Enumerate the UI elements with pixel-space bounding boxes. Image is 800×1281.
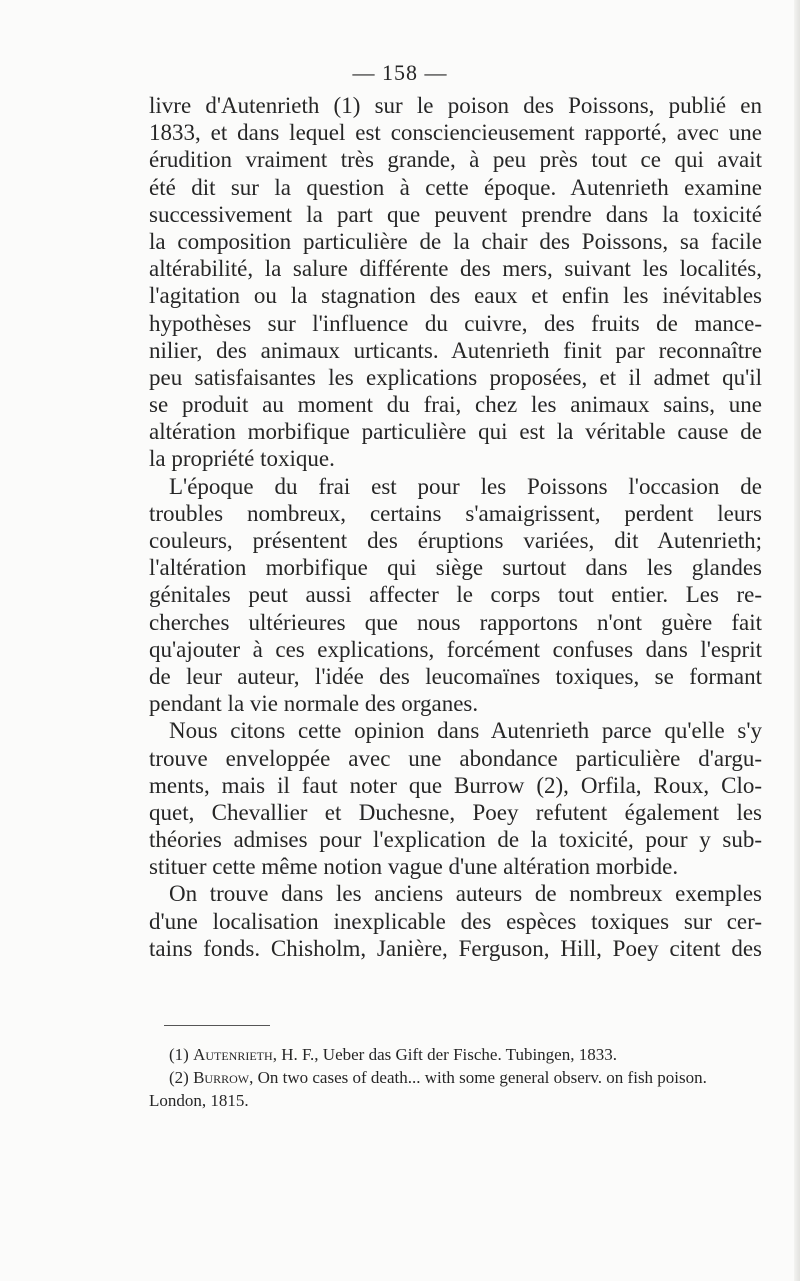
text-line: nilier, des animaux urticants. Autenrieth finit par reconnaître [149,337,762,363]
footnote-separator [164,1025,270,1026]
text-line: 1833, et dans lequel est consciencieusement rapporté, avec une [149,120,762,146]
text-line: cherches ultérieures que nous rapportons n'ont guère fait [149,609,762,635]
text-line: ments, mais il faut noter que Burrow (2), Orfila, Roux, Clo- [149,772,762,798]
text-line: l'agitation ou la stagnation des eaux et enfin les inévitables [149,283,762,309]
text-line: la composition particulière de la chair des Poissons, sa facile [149,228,762,254]
text-line: On trouve dans les anciens auteurs de nombreux exemples [169,881,762,907]
text-line: altérabilité, la salure différente des mers, suivant les localités, [149,256,762,282]
text-line: couleurs, présentent des éruptions variées, dit Autenrieth; [149,528,762,553]
text-line: altération morbifique particulière qui est la véritable cause de [149,419,762,445]
text-line: génitales peut aussi affecter le corps tout entier. Les re- [149,582,762,608]
text-line: trouve enveloppée avec une abondance particulière d'argu- [149,745,762,771]
footnote-2-continuation [149,1089,762,1112]
text-line: se produit au moment du frai, chez les animaux sains, une [149,392,762,418]
footnote-author: Burrow [193,1068,250,1087]
text-line: qu'ajouter à ces explications, forcément confuses dans l'esprit [149,636,762,662]
footnote-text: , On two cases of death... with some general observ. on fish poison. [249,1068,707,1087]
text-line: pendant la vie normale des organes. [149,691,479,717]
footnote-text: London, 1815. [149,1091,249,1110]
text-line: quet, Chevallier et Duchesne, Poey refutent également les [149,799,762,825]
text-line: l'altération morbifique qui siège surtout dans les glandes [149,555,762,581]
text-line: érudition vraiment très grande, à peu près tout ce qui avait [149,147,762,173]
text-line: théories admises pour l'explication de la toxicité, pour y sub- [149,827,762,853]
footnote-marker: (2) [169,1068,189,1087]
footnote-author: Autenrieth [193,1045,273,1064]
text-line: d'une localisation inexplicable des espèces toxiques sur cer- [149,908,762,934]
footnote-2 [149,1066,762,1089]
text-line: tains fonds. Chisholm, Janière, Ferguson, Hill, Poey citent des [149,935,762,961]
body-text [149,92,762,962]
footnote-marker: (1) [169,1045,189,1064]
page-number: — 158 — [352,60,448,85]
text-line: de leur auteur, l'idée des leucomaïnes toxiques, se formant [149,663,762,689]
text-line: livre d'Autenrieth (1) sur le poison des Poissons, publié en [149,93,762,118]
text-line: été dit sur la question à cette époque. Autenrieth examine [149,174,762,200]
text-line: successivement la part que peuvent prendre dans la toxicité [149,201,762,227]
text-line: Nous citons cette opinion dans Autenrieth parce qu'elle s'y [169,718,762,744]
text-line: L'époque du frai est pour les Poissons l'occasion de [169,473,762,499]
text-line: peu satisfaisantes les explications proposées, et il admet qu'il [149,364,762,390]
text-line: la propriété toxique. [149,446,335,472]
footnote-text: , H. F., Ueber das Gift der Fische. Tubingen, 1833. [272,1045,617,1064]
page-edge-shadow [794,0,800,1281]
footnote-1 [149,1043,762,1066]
text-line: stituer cette même notion vague d'une altération morbide. [149,854,679,880]
footnotes [149,1043,762,1112]
text-line: troubles nombreux, certains s'amaigrissent, perdent leurs [149,500,762,526]
text-line: hypothèses sur l'influence du cuivre, des fruits de mance- [149,310,762,336]
